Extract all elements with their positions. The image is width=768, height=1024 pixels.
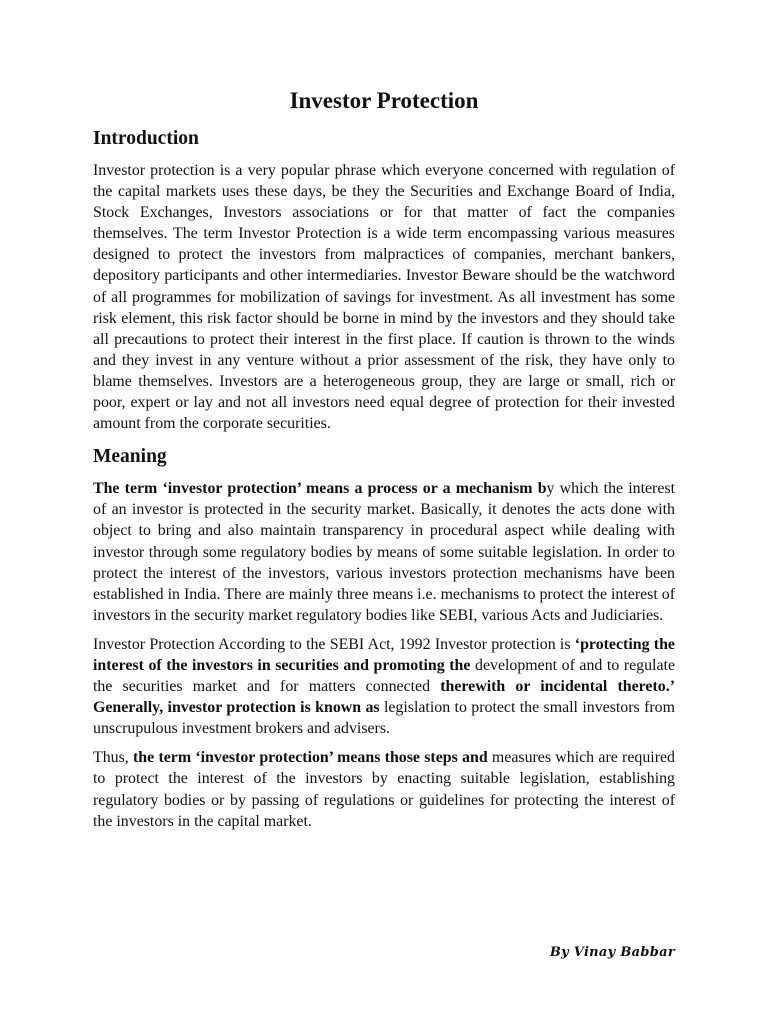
meaning-paragraph-1 — [93, 478, 675, 626]
introduction-heading: Introduction — [93, 128, 199, 149]
document-body — [93, 124, 675, 832]
meaning-p3-bold-text: the term ‘investor protection’ means those steps and — [133, 749, 488, 767]
meaning-p3-text-2: measures which are required to protect the interest of the investors by enacting suitable legislation, establishing regulatory bodies or by passing of regulations or guidelines for protecting the interest of the investors in the capital market. — [93, 749, 675, 830]
meaning-paragraph-2 — [93, 634, 675, 739]
meaning-p1-bold-text: The term ‘investor protection’ means a process or a mechanism b — [93, 480, 547, 498]
meaning-p2-text-3: legislation to protect the small investors from unscrupulous investment brokers and advisers. — [93, 699, 675, 738]
meaning-paragraph-3 — [93, 747, 675, 831]
meaning-p2-text-1: Investor Protection According to the SEBI Act, 1992 Investor protection is — [93, 635, 575, 653]
meaning-p3-text-1: Thus, — [93, 749, 134, 767]
introduction-paragraph: Investor protection is a very popular phrase which everyone concerned with regulation of the capital markets uses these days, be they the Securities and Exchange Board of India, Stock Exchanges, Investors associations or for that matter of fact the companies themselves. The term Investor Protection is a wide term encompassing various measures designed to protect the investors from malpractices of companies, merchant bankers, depository participants and other intermediaries. Investor Beware should be the watchword of all programmes for mobilization of savings for investment. As all investment has some risk element, this risk factor should be borne in mind by the investors and they should take all precautions to protect their interest in the first place. If caution is thrown to the winds and they invest in any venture without a prior assessment of the risk, they have only to blame themselves. Investors are a heterogeneous group, they are large or small, rich or poor, expert or lay and not all investors need equal degree of protection for their invested amount from the corporate securities. — [93, 162, 675, 433]
meaning-p2-bold-text-2: therewith or incidental thereto.’ Generally, investor protection is known as — [93, 678, 675, 717]
document-title: Investor Protection — [289, 88, 479, 113]
meaning-p1-text: y which the interest of an investor is protected in the security market. Basically, it denotes the acts done with object to bring and also maintain transparency in procedural aspect while dealing with investor through some regulatory bodies by means of some suitable legislation. In order to protect the interest of the investors, various investors protection mechanisms have been established in India. There are mainly three means i.e. mechanisms to protect the interest of investors in the security market regulatory bodies like SEBI, various Acts and Judiciaries. — [93, 480, 675, 624]
author-signature: By Vinay Babbar — [549, 945, 675, 960]
meaning-p2-bold-text-1: ‘protecting the interest of the investors in securities and promoting the — [93, 635, 675, 674]
meaning-heading: Meaning — [93, 446, 167, 468]
meaning-p2-text-2: development of and to regulate the securities market and for matters connected — [93, 656, 675, 696]
